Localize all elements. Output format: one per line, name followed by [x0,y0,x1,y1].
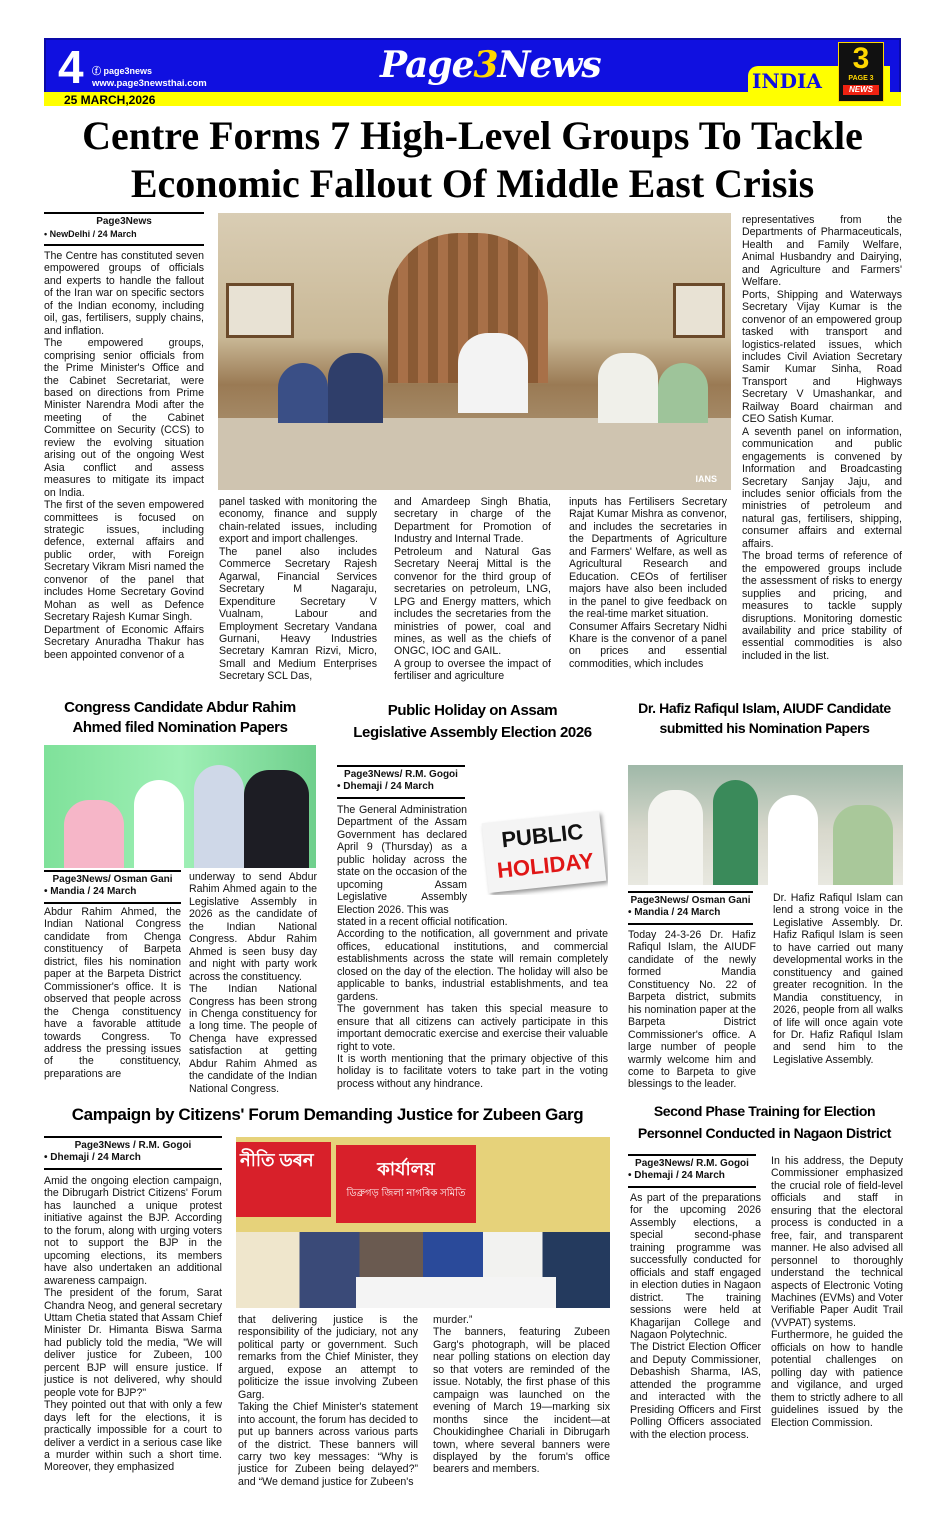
aiudf-nomination-photo [628,765,903,885]
banner-office: কাৰ্যালয় ডিব্ৰুগড় জিলা নাগৰিক সমিতি [336,1145,476,1223]
holiday-headline: Public Holiday on Assam Legislative Assembly Election 2026 [353,702,592,741]
congress-column-1: Abdur Rahim Ahmed, the Indian National Congress candidate from Chenga constituency of Barpeta district, files his nomination paper at the Barpeta District Commissioner's office. It is observed that people across the Chenga constituency have a favorable attitude towards Congress. To address the pressing issues of the constituency, preparations are [44,906,181,1080]
aiudf-byline: Page3News/ Osman Gani • Mandia / 24 March [628,891,753,925]
page3-badge-logo: 3 PAGE 3 NEWS [838,42,884,102]
zubeen-column-2: that delivering justice is the responsibility of the judiciary, not any political party or government. Such remarks from the Chief Minister, they argued, expose an attempt to politicize the issue involving Zubeen Garg. Taking the Chief Minister's statement into account, the forum has decided to put up banners across various parts of the district. These banners will carry two key messages: “Why is justice for Zubeen being delayed?” and “We demand justice for Zubeen's [238,1314,418,1488]
lead-column-2: panel tasked with monitoring the economy, finance and supply chain-related issues, including export and import challenges. The panel also includes Commerce Secretary Rajesh Agarwal, Financial Services Secretary M Nagaraju, Expenditure Secretary V Vualnam, Labour and Employment Secretary Vandana Gurnani, Heavy Industries Secretary Kamran Rizvi, Micro, Small and Medium Enterprises Secretary SCL Das, [219,496,377,683]
lead-headline: Centre Forms 7 High-Level Groups To Tackle Economic Fallout Of Middle East Crisis [82,113,863,206]
zubeen-column-1: Amid the ongoing election campaign, the Dibrugarh District Citizens' Forum has launched a unique protest initiative against the BJP. According to the forum, along with urging voters not to support the BJP in the upcoming elections, its members have also undertaken an additional awareness campaign. The president of the forum, Sarat Chandra Neog, and general secretary Uttam Chetia stated that Assam Chief Minister Dr. Himanta Biswa Sarma had publicly told the media, "We will deliver justice for Zubeen, 100 percent BJP will ensure justice. If justice is not delivered, why should people vote for BJP?" They pointed out that with only a few days left for the elections, it is practically impossible for a court to deliver a verdict in a serious case like a murder within such a short time. Moreover, they emphasized [44,1175,222,1474]
lead-column-1: The Centre has constituted seven empowered groups of officials and experts to handle the fallout of the Iran war on specific sectors of the Indian economy, including oil, gas, fertilisers, supply chains, and inflation. The empowered groups, comprising senior officials from the Prime Minister's Office and the Cabinet Secretariat, were based on directions from Prime Minister Narendra Modi after the meeting of the Cabinet Committee on Security (CCS) to review the evolving situation arising out of the ongoing West Asia conflict and assess measures to mitigate its impact on India. The first of the seven empowered committees is focused on strategic issues, including defence, external affairs and public order, with Foreign Secretary Vikram Misri named the convenor of the panel that includes Home Secretary Govind Mohan as well as Defence Secretary Rajesh Kumar Singh. Department of Economic Affairs Secretary Anuradha Thakur has been appointed convenor of a [44,250,204,661]
lead-column-3: and Amardeep Singh Bhatia, secretary in charge of the Department for Promotion of Industry and Internal Trade. Petroleum and Natural Gas Secretary Neeraj Mittal is the convenor for the third group of secretaries on petroleum, LNG, LPG and Energy matters, which includes the secretaries from the ministries of power, coal and mines, as well as the chiefs of ONGC, IOC and GAIL. A group to oversee the impact of fertiliser and agriculture [394,496,551,683]
website-link[interactable]: www.page3newsthai.com [92,78,207,89]
training-headline: Second Phase Training for Election Personnel Conducted in Nagaon District [637,1103,892,1141]
lead-column-5: representatives from the Departments of Pharmaceuticals, Health and Family Welfare, Animal Husbandry and Dairying, and Agriculture and Farmers' Welfare. Ports, Shipping and Waterways Secretary Vijay Kumar is the convenor of an empowered group tasked with transport and logistics-related issues, which includes Civil Aviation Secretary Samir Kumar Sinha, Road Transport and Highways Secretary V Umashankar, and Railway Board chairman and CEO Satish Kumar. A seventh panel on information, communication and public engagements is convened by Information and Broadcasting Secretary Sanjay Jaju, and includes senior officials from the ministries of petroleum and natural gas, fertilisers, shipping, consumer affairs and external affairs. The broad terms of reference of the empowered groups include the assessment of risks to energy supplies and pricing, and measures to tackle supply disruptions. Monitoring domestic availability and price stability of essential commodities is also included in the list. [742,214,902,662]
aiudf-column-1: Today 24-3-26 Dr. Hafiz Rafiqul Islam, the AIUDF candidate of the newly formed Mandia Constituency No. 22 of Barpeta district, submits his nomination paper at the Barpeta District Commissioner's office. A large number of people warmly welcome him and come to Barpeta to give blessings to the leader. [628,929,756,1091]
issue-date: 25 MARCH,2026 [64,93,156,107]
byline-place: • NewDelhi / 24 March [44,229,137,239]
banner-left: নীতি ডৰন [236,1142,331,1217]
aiudf-headline: Dr. Hafiz Rafiqul Islam, AIUDF Candidate submitted his Nomination Papers [638,700,891,736]
zubeen-column-3: murder.” The banners, featuring Zubeen Garg's photograph, will be placed near polling stations on election day so that voters are reminded of the issue. Notably, the first phase of this campaign was launched on the evening of March 19—marking six months since the incident—at Choukidinghee Chariali in Dibrugarh town, where several banners were displayed by the forum's office bearers and members. [433,1314,610,1476]
newspaper-logo: Page3News [380,44,601,86]
congress-nomination-photo [44,745,316,868]
congress-byline: Page3News/ Osman Gani • Mandia / 24 March [44,870,181,904]
congress-headline: Congress Candidate Abdur Rahim Ahmed filed Nomination Papers [64,699,296,736]
zubeen-press-conference-photo [236,1137,610,1308]
aiudf-column-2: Dr. Hafiz Rafiqul Islam can lend a strong voice in the Legislative Assembly. Dr. Hafiz Rafiqul Islam is seen to have carried out many developmental works in the constituency and gained greater recognition. In the Mandia constituency, in 2026, people from all walks of life will once again vote for Dr. Hafiz Rafiqul Islam and send him to the Legislative Assembly. [773,892,903,1066]
edition-label: INDIA [752,69,822,93]
lead-byline [44,212,204,246]
holiday-byline: Page3News/ R.M. Gogoi • Dhemaji / 24 March [337,765,465,799]
page-number: 4 [58,41,84,93]
lead-photo-cabinet-meeting [218,213,731,490]
training-byline: Page3News/ R.M. Gogoi • Dhemaji / 24 March [628,1154,756,1188]
zubeen-headline: Campaign by Citizens' Forum Demanding Justice for Zubeen Garg [71,1105,584,1124]
congress-column-2: underway to send Abdur Rahim Ahmed again to the Legislative Assembly in 2026 as the candidate of the Indian National Congress. Abdur Rahim Ahmed is seen busy day and night with party work across the constituency. The Indian National Congress has been strong in Chenga constituency for a long time. The people of Chenga have expressed satisfaction at getting Abdur Rahim Ahmed as the candidate of the Indian National Congress. [189,871,317,1095]
facebook-handle[interactable]: ⓕ page3news [92,66,153,76]
training-column-2: In his address, the Deputy Commissioner emphasized the crucial role of field-level officials and staff in ensuring that the electoral process is conducted in a free, fair, and transparent manner. He also advised all personnel to thoroughly understand the technical aspects of Electronic Voting Machines (EVMs) and Voter Verifiable Paper Audit Trail (VVPAT) systems. Furthermore, he guided the officials on how to handle potential challenges on polling day with patience and vigilance, and urged them to strictly adhere to all guidelines issued by the Election Commission. [771,1155,903,1429]
holiday-body: stated in a recent official notification. According to the notification, all government and private offices, educational institutions, and commercial establishments across the state will remain completely closed on the day of the election. The holiday will also be applicable to banks, industrial establishments, and tea gardens. The government has taken this special measure to ensure that all citizens can actively participate in this important democratic exercise and exercise their valuable right to vote. It is worth mentioning that the primary objective of this holiday is to facilitate voters to take part in the voting process without any hindrance. [337,916,608,1090]
public-holiday-sign: PUBLIC HOLIDAY [470,795,608,895]
facebook-icon: ⓕ [92,66,104,76]
masthead-date-strip [44,92,901,106]
lead-column-4: inputs has Fertilisers Secretary Rajat Kumar Mishra as convenor, and includes the secretaries in the Departments of Agriculture and Farmers' Welfare, as well as Agricultural Research and Education. CEOs of fertiliser majors have also been included in the panel to give feedback on the real-time market situation. Consumer Affairs Secretary Nidhi Khare is the convenor of a panel on prices and essential commodities, which includes [569,496,727,670]
photo-credit: IANS [695,474,717,484]
holiday-intro: The General Administration Department of the Assam Government has declared April 9 (Thursday) as a public holiday across the state on the occasion of the upcoming Assam Legislative Assembly Election 2026. This was [337,804,467,916]
zubeen-byline: Page3News / R.M. Gogoi • Dhemaji / 24 March [44,1136,222,1170]
byline-source: Page3News [96,216,152,227]
training-column-1: As part of the preparations for the upcoming 2026 Assembly elections, a special second-phase training programme was successfully conducted for officials and staff engaged in election duties in Nagaon district. The training sessions were held at Khagarijan College and Nagaon Polytechnic. The District Election Officer and Deputy Commissioner, Debashish Sharma, IAS, attended the programme and interacted with the Presiding Officers and First Polling Officers associated with the election process. [630,1192,761,1441]
